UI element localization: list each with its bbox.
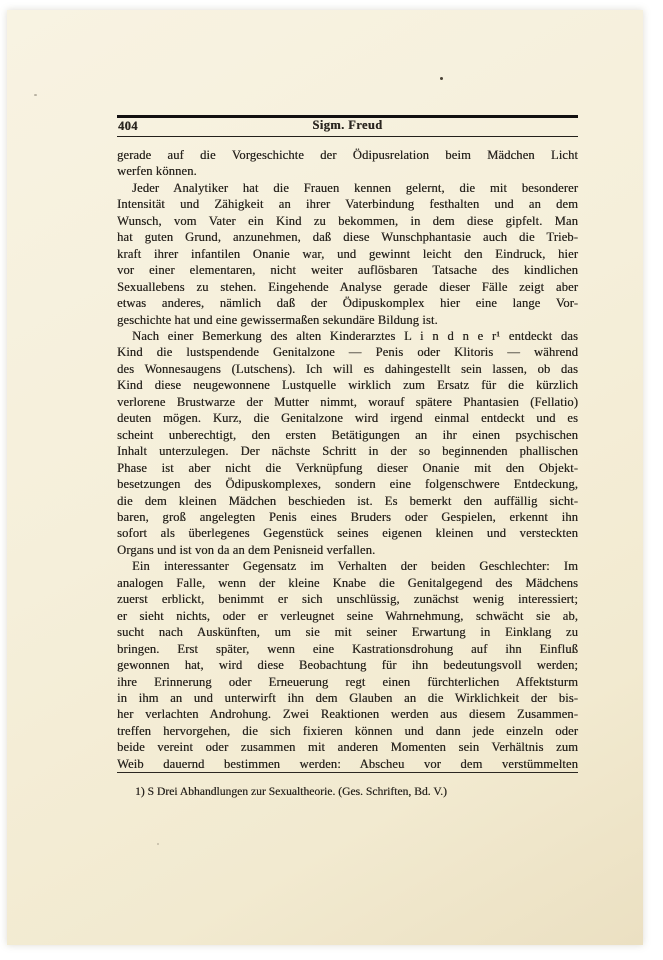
text-line: deuten mögen. Kurz, die Genitalzone wird irgend einmal entdeckt und es bbox=[117, 411, 578, 426]
footnote-rule bbox=[117, 772, 578, 773]
text-line: Nach einer Bemerkung des alten Kinderarztes L i n d n e r¹ entdeckt das bbox=[132, 328, 578, 343]
scan-speck bbox=[440, 77, 443, 80]
text-line: etwas anderes, nämlich daß der Ödipuskomplex hier eine lange Vor- bbox=[117, 296, 578, 311]
text-line: werfen können. bbox=[117, 164, 197, 179]
paragraph bbox=[117, 328, 578, 558]
text-line: die dem kleinen Mädchen beschieden ist. Es bemerkt den auffällig sicht- bbox=[117, 493, 578, 508]
text-line: er sieht nichts, oder er verleugnet seine Wahrnehmung, schwächt sie ab, bbox=[117, 608, 578, 623]
header-rule-bottom bbox=[117, 136, 578, 137]
text-line: Sexuallebens zu stehen. Eingehende Analyse gerade dieser Fälle zeigt aber bbox=[117, 279, 578, 294]
text-line: bringen. Erst später, wenn eine Kastrationsdrohung auf ihn Einfluß bbox=[117, 641, 578, 656]
text-line: sofort als überlegenes Gegenstück seines eigenen kleinen und versteckten bbox=[117, 526, 578, 541]
text-line: beide vereint oder zusammen mit anderen Momenten sein Verhältnis zum bbox=[117, 740, 578, 755]
text-line: Wunsch, vom Vater ein Kind zu bekommen, in dem diese gipfelt. Man bbox=[117, 213, 578, 228]
paragraph bbox=[117, 147, 578, 180]
text-line: ihre Erinnerung oder Erneuerung regt einen fürchterlichen Affektsturm bbox=[117, 674, 578, 689]
text-line: sucht nach Auskünften, um sie mit seiner Erwartung in Einklang zu bbox=[117, 625, 578, 640]
text-line: Phase ist aber nicht die Verknüpfung dieser Onanie mit den Objekt- bbox=[117, 460, 578, 475]
text-line: analogen Falle, wenn der kleine Knabe die Genitalgegend des Mädchens bbox=[117, 575, 578, 590]
text-line: Inhalt unterzulegen. Der nächste Schritt in der so beginnenden phallischen bbox=[117, 444, 578, 459]
text-line: vor einer elementaren, nicht weiter auflösbaren Tatsache des kindlichen bbox=[117, 263, 578, 278]
text-line: baren, groß angelegten Penis eines Bruders oder Gespielen, erkennt ihn bbox=[117, 509, 578, 524]
text-line: zuerst erblickt, benimmt er sich unschlüssig, zunächst wenig interessiert; bbox=[117, 592, 578, 607]
text-line: Intensität und Zähigkeit an ihrer Vaterbindung festhalten und an dem bbox=[117, 197, 578, 212]
text-line: scheint unberechtigt, den ersten Betätigungen an ihr einen psychischen bbox=[117, 427, 578, 442]
running-title: Sigm. Freud bbox=[312, 118, 383, 132]
text-line: Jeder Analytiker hat die Frauen kennen gelernt, die mit besonderer bbox=[132, 180, 578, 195]
text-line: geschichte hat und eine gewissermaßen sekundäre Bildung ist. bbox=[117, 312, 438, 327]
text-line: Kind die lustspendende Genitalzone — Penis oder Klitoris — während bbox=[117, 345, 578, 360]
text-line: besetzungen des Ödipuskomplexes, sondern eine folgenschwere Entdeckung, bbox=[117, 477, 578, 492]
text-line: kraft ihrer infantilen Onanie war, und gewinnt leicht den Eindruck, hier bbox=[117, 246, 578, 261]
scan-speck bbox=[157, 843, 159, 845]
page-header bbox=[117, 118, 578, 135]
text-line: gewonnen hat, wird diese Beobachtung für ihn bedeutungsvoll werden; bbox=[117, 658, 578, 673]
text-line: treffen hervorgehen, die sich fixieren können und dann jede einzeln oder bbox=[117, 723, 578, 738]
text-line: Kind diese neugewonnene Lustquelle wirklich zum Ersatz für die kürzlich bbox=[117, 378, 578, 393]
scan-speck bbox=[34, 94, 37, 96]
text-line: Organs und ist von da an dem Penisneid verfallen. bbox=[117, 542, 376, 557]
text-line: hat guten Grund, anzunehmen, daß diese Wunschphantasie auch die Trieb- bbox=[117, 230, 578, 245]
paragraph bbox=[117, 180, 578, 328]
text-line: in ihm an und unterwirft ihn dem Glauben an die Wirklichkeit der bis- bbox=[117, 690, 578, 705]
text-line: des Wonnesaugens (Lutschens). Ich will es dahingestellt sein lassen, ob das bbox=[117, 361, 578, 376]
footnote: 1) S Drei Abhandlungen zur Sexualtheorie. (Ges. Schriften, Bd. V.) bbox=[135, 785, 447, 798]
page-number: 404 bbox=[118, 119, 138, 133]
text-line: verlorene Brustwarze der Mutter nimmt, worauf spätere Phantasien (Fellatio) bbox=[117, 394, 578, 409]
text-line: gerade auf die Vorgeschichte der Ödipusrelation beim Mädchen Licht bbox=[117, 148, 578, 162]
text-line: Weib dauernd bestimmen werden: Abscheu vor dem verstümmelten bbox=[117, 756, 578, 771]
text-line: her verlachten Androhung. Zwei Reaktionen werden aus diesem Zusammen- bbox=[117, 707, 578, 722]
paragraph bbox=[117, 558, 578, 772]
text-line: Ein interessanter Gegensatz im Verhalten der beiden Geschlechter: Im bbox=[132, 559, 578, 574]
book-page bbox=[7, 10, 643, 945]
body-text bbox=[117, 147, 578, 772]
